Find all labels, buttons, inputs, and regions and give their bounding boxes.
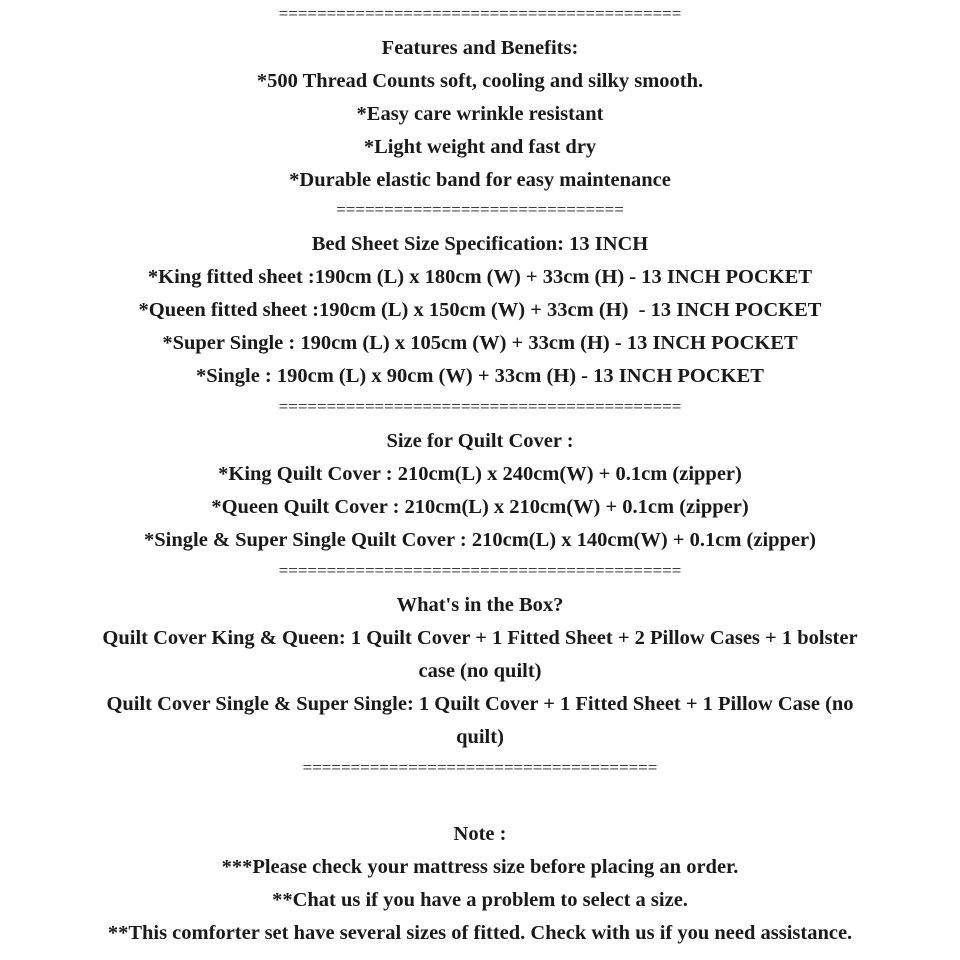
features-heading: Features and Benefits: [381,37,579,59]
separator: ========================================== [278,397,682,416]
bed-sheet-item: *Queen fitted sheet :190cm (L) x 150cm (W) + 33cm (H) - 13 INCH POCKET [138,299,822,321]
quilt-cover-heading: Size for Quilt Cover : [386,430,574,452]
quilt-cover-item: *King Quilt Cover : 210cm(L) x 240cm(W) + 0.1cm (zipper) [218,463,742,485]
separator: ========================================== [278,4,682,23]
box-king-queen: Quilt Cover King & Queen: 1 Quilt Cover + 1 Fitted Sheet + 2 Pillow Cases + 1 bolster [102,627,858,649]
box-single: Quilt Cover Single & Super Single: 1 Quilt Cover + 1 Fitted Sheet + 1 Pillow Case (no [106,693,854,715]
note-item: ***Please check your mattress size before placing an order. [221,856,739,878]
box-king-queen-cont: case (no quilt) [418,660,542,682]
box-single-cont: quilt) [456,726,504,748]
bed-sheet-heading: Bed Sheet Size Specification: 13 INCH [311,233,649,255]
bed-sheet-item: *Single : 190cm (L) x 90cm (W) + 33cm (H) - 13 INCH POCKET [196,365,764,387]
bed-sheet-item: *Super Single : 190cm (L) x 105cm (W) + 33cm (H) - 13 INCH POCKET [162,332,798,354]
feature-item: *Durable elastic band for easy maintenance [289,169,671,191]
quilt-cover-item: *Queen Quilt Cover : 210cm(L) x 210cm(W) + 0.1cm (zipper) [211,496,749,518]
bed-sheet-item: *King fitted sheet :190cm (L) x 180cm (W) + 33cm (H) - 13 INCH POCKET [147,266,813,288]
note-item: **This comforter set have several sizes of fitted. Check with us if you need assistance. [107,922,853,944]
feature-item: *Light weight and fast dry [363,136,597,158]
note-item: **Chat us if you have a problem to select a size. [272,889,688,911]
note-heading: Note : [453,823,507,845]
quilt-cover-item: *Single & Super Single Quilt Cover : 210cm(L) x 140cm(W) + 0.1cm (zipper) [144,529,816,551]
feature-item: *500 Thread Counts soft, cooling and silky smooth. [256,70,704,92]
separator: ============================== [336,200,624,219]
separator: ========================================== [278,561,682,580]
feature-item: *Easy care wrinkle resistant [356,103,604,125]
box-heading: What's in the Box? [396,594,564,616]
separator: ===================================== [302,758,658,777]
